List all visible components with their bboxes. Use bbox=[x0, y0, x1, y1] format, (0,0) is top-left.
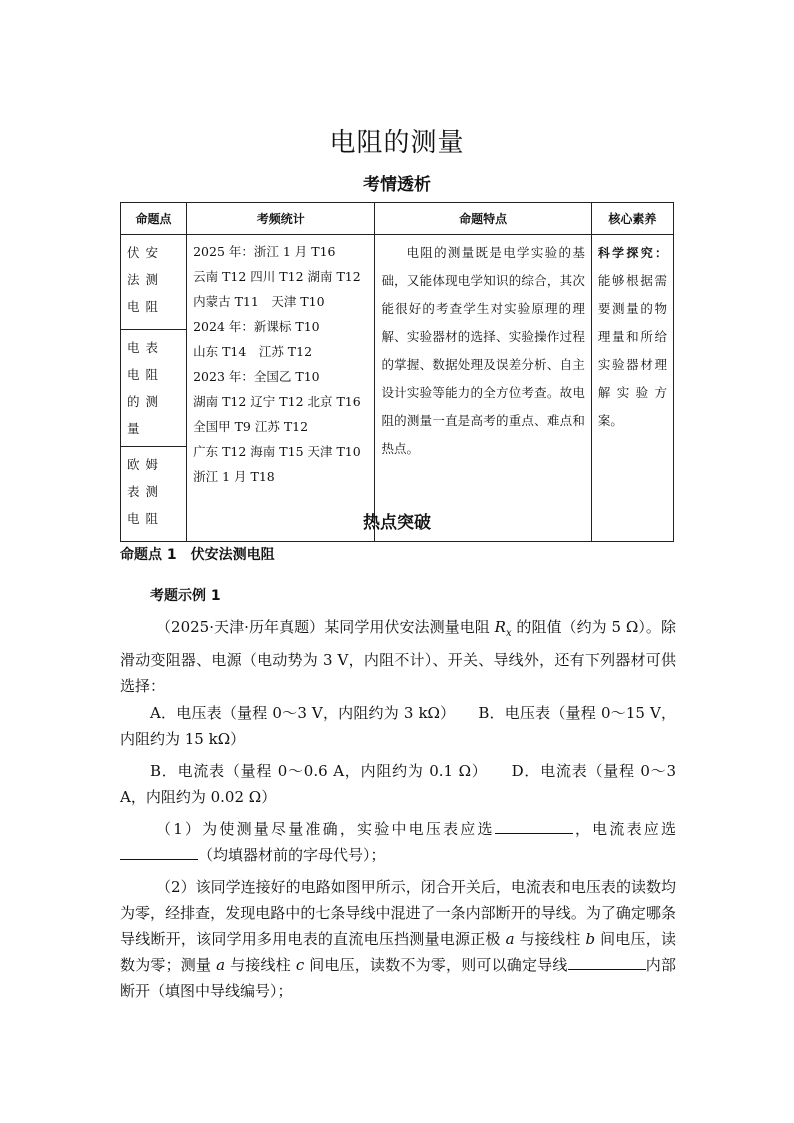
question-stem-a: 某同学用伏安法测量电阻 bbox=[324, 618, 495, 636]
core-literacy-cell bbox=[591, 235, 673, 542]
options-cd bbox=[120, 758, 676, 810]
stats-line: 2023 年：全国乙 T10 bbox=[193, 369, 320, 384]
example-heading: 考题示例 1 bbox=[150, 588, 221, 604]
options-ab bbox=[120, 700, 676, 752]
part1-text-b: ，电流表应选 bbox=[572, 820, 676, 838]
stats-line: 2024 年：新课标 T10 bbox=[193, 319, 320, 334]
category-cell: 伏安法测电阻 bbox=[121, 235, 187, 330]
stats-line: 广东 T12 海南 T15 天津 T10 bbox=[193, 444, 361, 459]
category-cell: 欧姆表测电阻 bbox=[121, 447, 187, 542]
header-topic: 命题点 bbox=[121, 203, 187, 235]
header-core-literacy: 核心素养 bbox=[591, 203, 673, 235]
features-cell: 电阻的测量既是电学实验的基础，又能体现电学知识的综合，其次能很好的考查学生对实验原理的理解、实验器材的选择、实验操作过程的掌握、数据处理及误差分析、自主设计实验等能力的全方位考查。故电阻的测量一直是高考的重点、难点和热点。 bbox=[375, 235, 591, 542]
core-literacy-text: 能够根据需要测量的物理量和所给实验器材理解实验方案。 bbox=[597, 273, 667, 428]
stats-line: 浙江 1 月 T18 bbox=[193, 469, 275, 484]
part2-text-e: 间电压，读数不为零，则可以确定导线 bbox=[304, 956, 568, 974]
section-title-hotspots: 热点突破 bbox=[363, 513, 431, 533]
terminal-b: b bbox=[585, 930, 596, 948]
terminal-c: c bbox=[295, 956, 305, 974]
terminal-a: a bbox=[505, 930, 515, 948]
part1-text-c: （均填器材前的字母代号）； bbox=[198, 846, 386, 864]
topic-heading: 命题点 1 伏安法测电阻 bbox=[120, 547, 275, 563]
stats-line: 全国甲 T9 江苏 T12 bbox=[193, 419, 309, 434]
part2-text-f: 内部断开（填图中导线编号）； bbox=[120, 956, 676, 1000]
stats-line: 山东 T14 江苏 T12 bbox=[193, 344, 313, 359]
part2-text-c: 间电压，读数为零；测量 bbox=[120, 930, 676, 974]
section-title-analysis: 考情透析 bbox=[363, 175, 431, 195]
table-row bbox=[121, 235, 674, 330]
part2-text-a: （2）该同学连接好的电路如图甲所示，闭合开关后，电流表和电压表的读数均为零，经排查，发现电路中的七条导线中混进了一条内部断开的导线。为了确定哪条导线断开，该同学用多用电表的直流电压挡测量电源正极 bbox=[120, 878, 676, 948]
part1-text-a: （1）为使测量尽量准确，实验中电压表应选 bbox=[156, 820, 495, 838]
page-title: 电阻的测量 bbox=[329, 128, 465, 158]
frequency-cell bbox=[187, 235, 375, 542]
question-source: （2025·天津·历年真题） bbox=[156, 618, 325, 636]
part2 bbox=[120, 874, 676, 1004]
part2-text-d: 与接线柱 bbox=[225, 956, 296, 974]
core-literacy-head: 科学探究： bbox=[597, 246, 667, 260]
part1 bbox=[120, 816, 676, 868]
header-frequency: 考频统计 bbox=[187, 203, 375, 235]
stats-line: 内蒙古 T11 天津 T10 bbox=[193, 294, 325, 309]
option-c: B．电流表（量程 0～0.6 A，内阻约为 0.1 Ω） bbox=[150, 762, 481, 780]
rx-symbol: R bbox=[494, 618, 506, 636]
answer-blank-wire bbox=[568, 955, 646, 970]
answer-blank-ammeter bbox=[120, 845, 198, 860]
question-stem-b: 的阻值（约为 5 Ω）。除滑动变阻器、电源（电动势为 3 V，内阻不计）、开关、导线外，还有下列器材可供选择： bbox=[120, 618, 676, 695]
stats-line: 湖南 T12 辽宁 T12 北京 T16 bbox=[193, 394, 361, 409]
header-features: 命题特点 bbox=[375, 203, 591, 235]
option-d: D．电流表（量程 0～3 A，内阻约为 0.02 Ω） bbox=[120, 762, 676, 806]
table-header-row bbox=[121, 203, 674, 235]
category-cell: 电表电阻的测量 bbox=[121, 330, 187, 447]
rx-subscript: x bbox=[505, 628, 512, 639]
exam-analysis-table bbox=[120, 202, 674, 542]
option-b: B．电压表（量程 0～15 V，内阻约为 15 kΩ） bbox=[120, 704, 676, 748]
terminal-a-again: a bbox=[216, 956, 226, 974]
option-a: A．电压表（量程 0～3 V，内阻约为 3 kΩ） bbox=[150, 704, 448, 722]
part2-text-b: 与接线柱 bbox=[514, 930, 586, 948]
stats-line: 云南 T12 四川 T12 湖南 T12 bbox=[193, 269, 361, 284]
question-stem bbox=[120, 614, 676, 699]
stats-line: 2025 年：浙江 1 月 T16 bbox=[193, 244, 336, 259]
answer-blank-voltmeter bbox=[495, 819, 573, 834]
